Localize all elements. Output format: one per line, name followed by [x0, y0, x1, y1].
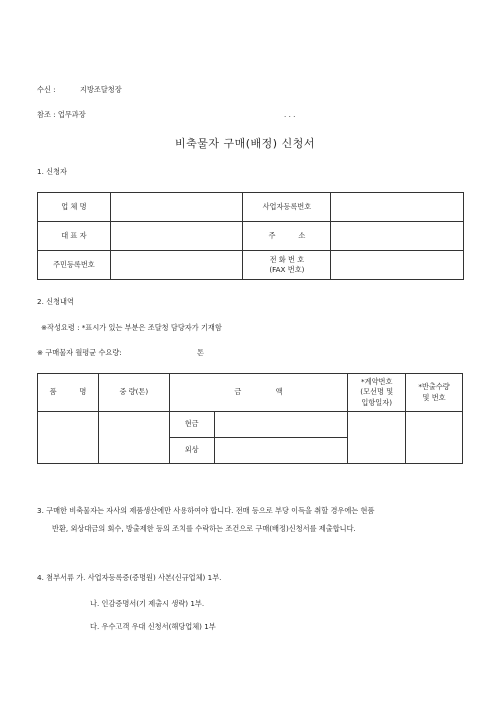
date-dots: . . . [284, 110, 296, 119]
address-label: 주 소 [243, 222, 331, 251]
contract-header-line2: (모선명 및 [360, 387, 394, 397]
recipient-label: 수신 : [37, 85, 56, 94]
address-field[interactable] [331, 222, 464, 251]
document-title: 비축물자 구매(배정) 신청서 [175, 137, 315, 150]
company-name-label: 업 체 명 [38, 193, 111, 222]
contract-number-field[interactable] [348, 412, 406, 464]
cash-label: 현금 [169, 412, 214, 438]
applicant-table [37, 192, 464, 280]
item-name-field[interactable] [38, 412, 99, 464]
company-name-field[interactable] [110, 193, 243, 222]
instruction-note: ※작성요령 : *표시가 있는 부분은 조달청 담당자가 기재함 [41, 323, 222, 332]
phone-field[interactable] [331, 251, 464, 280]
table-row [38, 251, 464, 280]
contract-header-line3: 입항일자) [361, 397, 392, 407]
table-row [38, 222, 464, 251]
business-reg-label: 사업자등록번호 [243, 193, 331, 222]
weight-field[interactable] [98, 412, 169, 464]
section1-heading: 1. 신청자 [37, 167, 67, 176]
release-qty-header [406, 374, 463, 412]
monthly-demand-label: ※ 구매물자 월평균 수요량: [37, 348, 122, 357]
resident-number-field[interactable] [110, 251, 243, 280]
fax-label-line2: (FAX 번호) [269, 265, 305, 274]
request-table [37, 373, 463, 464]
table-row [38, 412, 463, 438]
recipient-value: 지방조달청장 [80, 85, 122, 94]
table-row [38, 374, 463, 412]
cash-amount-field[interactable] [214, 412, 348, 438]
release-header-line1: *반출수량 [418, 382, 450, 392]
contract-header-line1: *계약번호 [361, 376, 393, 386]
amount-header: 금 액 [169, 374, 348, 412]
resident-number-label: 주민등록번호 [38, 251, 111, 280]
monthly-demand-unit: 톤 [197, 348, 204, 357]
representative-field[interactable] [110, 222, 243, 251]
item-name-header: 품 명 [38, 374, 99, 412]
representative-label: 대 표 자 [38, 222, 111, 251]
release-qty-field[interactable] [406, 412, 463, 464]
credit-amount-field[interactable] [214, 438, 348, 464]
pledge-line2: 반환, 외상대금의 회수, 방출제한 등의 조치를 수락하는 조건으로 구매(배정)신청서를 제출합니다. [52, 524, 356, 533]
phone-label [243, 251, 331, 280]
attachment-item-ga: 4. 첨부서류 가. 사업자등록증(증명원) 사본(신규업체) 1부. [37, 573, 222, 582]
section2-heading: 2. 신청내역 [37, 297, 74, 306]
credit-label: 외상 [169, 438, 214, 464]
attachment-item-na: 나. 인감증명서(기 제출시 생략) 1부. [90, 599, 205, 608]
release-header-line2: 및 번호 [422, 392, 446, 402]
attachment-item-da: 다. 우수고객 우대 신청서(해당업체) 1부 [90, 622, 216, 631]
contract-number-header [348, 374, 406, 412]
phone-label-line1: 전 화 번 호 [269, 254, 305, 264]
weight-header: 중 량(톤) [98, 374, 169, 412]
table-row [38, 193, 464, 222]
business-reg-field[interactable] [331, 193, 464, 222]
reference-line: 참조 : 업무과장 [37, 110, 86, 119]
pledge-line1: 3. 구매한 비축물자는 자사의 제품생산에만 사용하여야 합니다. 전매 등으로 부당 이득을 취할 경우에는 현품 [37, 506, 375, 515]
